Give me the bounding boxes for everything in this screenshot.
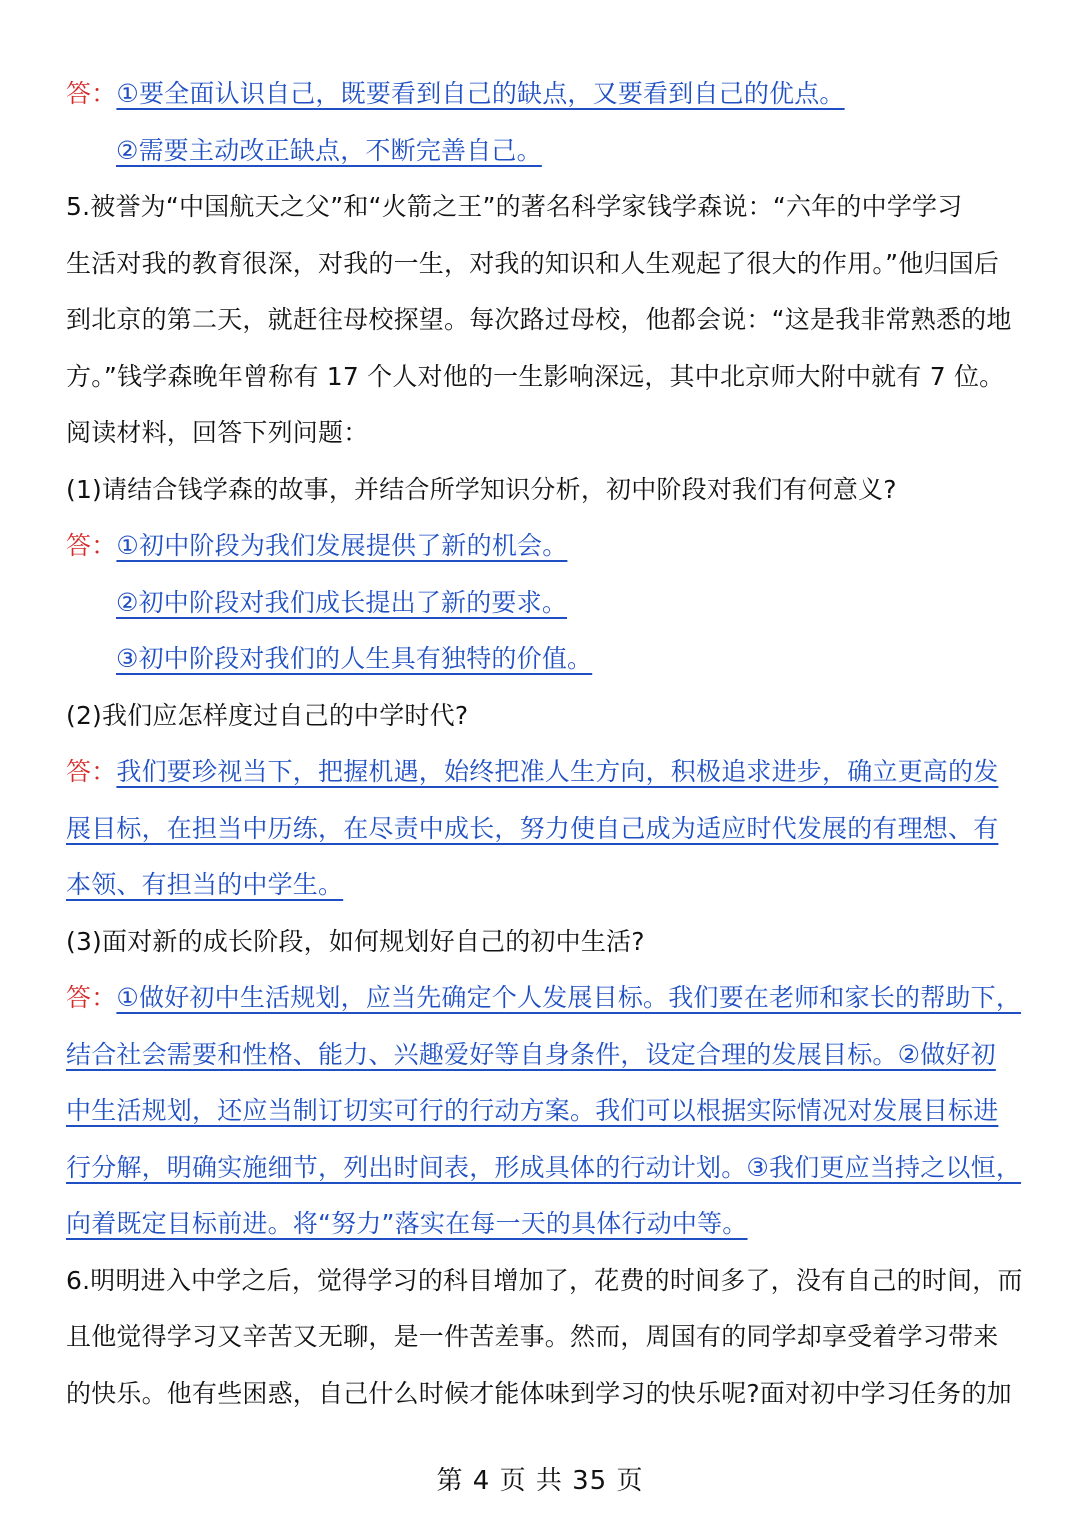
q5-stem-line: 生活对我的教育很深，对我的一生，对我的知识和人生观起了很大的作用。”他归国后 — [66, 248, 1000, 278]
q6-stem-line: 的快乐。他有些困惑，自己什么时候才能体味到学习的快乐呢?面对初中学习任务的加 — [66, 1378, 1012, 1408]
answer-label: 答： — [66, 983, 117, 1012]
answer-text: ②需要主动改正缺点，不断完善自己。 — [116, 135, 542, 165]
answer-text: ①初中阶段为我们发展提供了新的机会。 — [116, 531, 568, 560]
q5-1-answer-line-2 — [66, 575, 1016, 632]
answer-label: 答： — [66, 531, 117, 560]
answer-text: 展目标，在担当中历练，在尽责中成长，努力使自己成为适应时代发展的有理想、有 — [66, 813, 999, 843]
answer-text: ②初中阶段对我们成长提出了新的要求。 — [116, 587, 568, 617]
answer-text: 本领、有担当的中学生。 — [66, 870, 344, 899]
q5-stem-line: 阅读材料，回答下列问题： — [66, 418, 369, 447]
q4-answer-line-2 — [66, 123, 1016, 180]
answer-text: 中生活规划，还应当制订切实可行的行动方案。我们可以根据实际情况对发展目标进 — [66, 1096, 999, 1125]
answer-text: ①要全面认识自己，既要看到自己的缺点，又要看到自己的优点。 — [116, 79, 845, 108]
q5-3-answer-line-2 — [66, 1027, 1016, 1084]
q5-2-question: (2)我们应怎样度过自己的中学时代? — [66, 700, 469, 730]
answer-text: 我们要珍视当下，把握机遇，始终把准人生方向，积极追求进步，确立更高的发 — [116, 757, 999, 786]
answer-text: 行分解，明确实施细节，列出时间表，形成具体的行动计划。③我们更应当持之以恒， — [66, 1152, 1022, 1182]
q5-2-answer-line-3 — [66, 857, 1016, 914]
page-number-footer: 第 4 页 共 35 页 — [436, 1466, 644, 1496]
q5-1-answer-line-1 — [66, 518, 1016, 575]
answer-label: 答： — [66, 757, 117, 786]
page-content — [66, 66, 1023, 1422]
answer-label: 答： — [66, 79, 117, 108]
answer-text: ③初中阶段对我们的人生具有独特的价值。 — [116, 644, 593, 673]
q5-3-answer-line-1 — [66, 970, 1022, 1027]
q5-2-answer-line-2 — [66, 801, 1016, 858]
q6-stem-line: 6.明明进入中学之后，觉得学习的科目增加了，花费的时间多了，没有自己的时间，而 — [66, 1265, 1023, 1295]
q5-stem-line: 方。”钱学森晚年曾称有 17 个人对他的一生影响深远，其中北京师大附中就有 7 位。 — [66, 361, 1005, 391]
q5-3-answer-line-5 — [66, 1196, 1016, 1253]
answer-text: 结合社会需要和性格、能力、兴趣爱好等自身条件，设定合理的发展目标。②做好初 — [66, 1039, 996, 1069]
q4-answer-line-1 — [66, 66, 1016, 123]
q5-2-answer-line-1 — [66, 744, 1016, 801]
q6-stem-line: 且他觉得学习又辛苦又无聊，是一件苦差事。然而，周国有的同学却享受着学习带来 — [66, 1322, 999, 1351]
answer-text: 向着既定目标前进。将“努力”落实在每一天的具体行动中等。 — [66, 1209, 748, 1238]
q5-3-answer-line-3 — [66, 1083, 1016, 1140]
q5-stem-line: 到北京的第二天，就赶往母校探望。每次路过母校，他都会说：“这是我非常熟悉的地 — [66, 305, 1012, 334]
q5-3-question: (3)面对新的成长阶段，如何规划好自己的初中生活? — [66, 926, 645, 956]
q5-1-question: (1)请结合钱学森的故事，并结合所学知识分析，初中阶段对我们有何意义? — [66, 474, 897, 504]
q5-3-answer-line-4 — [66, 1140, 1022, 1197]
q5-1-answer-line-3 — [66, 631, 1016, 688]
q5-stem-line: 5.被誉为“中国航天之父”和“火箭之王”的著名科学家钱学森说：“六年的中学学习 — [66, 192, 963, 221]
answer-text: ①做好初中生活规划，应当先确定个人发展目标。我们要在老师和家长的帮助下， — [116, 983, 1022, 1012]
